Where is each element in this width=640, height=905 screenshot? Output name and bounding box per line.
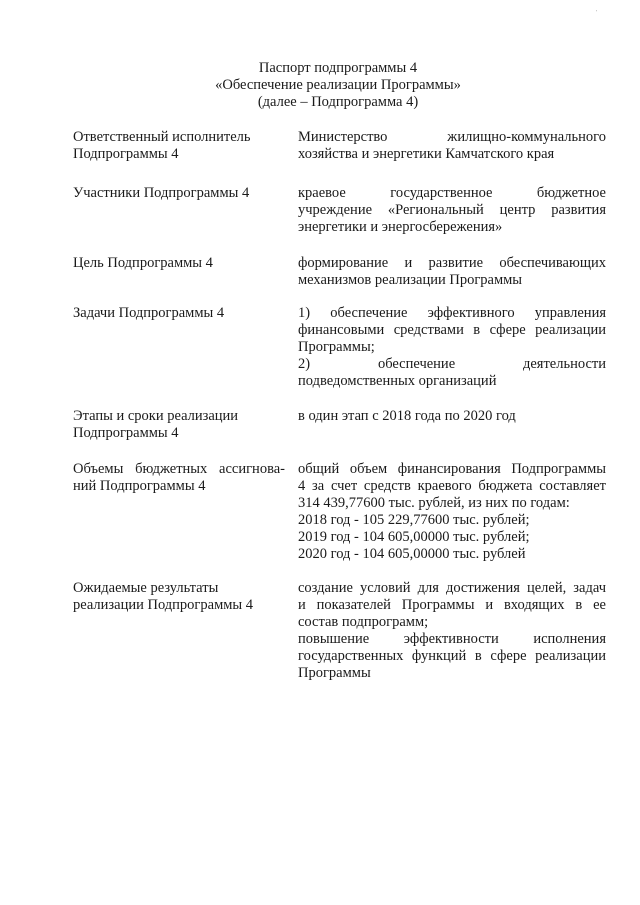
label-line: ний Подпрограммы 4 xyxy=(73,478,206,494)
label-line: Подпрограммы 4 xyxy=(73,146,179,162)
label-line: Задачи Подпрограммы 4 xyxy=(73,305,225,321)
row-value xyxy=(298,461,606,563)
label-line: Ответственный исполнитель xyxy=(73,129,251,145)
row-value xyxy=(298,408,606,425)
value-line: формирование и развитие обеспечивающих xyxy=(298,255,606,271)
title-line-1: Паспорт подпрограммы 4 xyxy=(258,60,418,76)
value-line: 4 за счет средств краевого бюджета составляет xyxy=(298,478,606,494)
value-line: 2020 год - 104 605,00000 тыс. рублей xyxy=(298,546,526,562)
title-line-3: (далее – Подпрограмма 4) xyxy=(257,94,419,110)
row-label xyxy=(73,408,285,442)
row-label xyxy=(73,461,285,495)
value-line: создание условий для достижения целей, задач xyxy=(298,580,606,596)
row-label xyxy=(73,305,285,322)
value-line: Программы xyxy=(298,665,371,681)
value-line: финансовыми средствами в сфере реализации xyxy=(298,322,606,338)
value-line: 314 439,77600 тыс. рублей, из них по годам: xyxy=(298,495,570,511)
value-line: Министерство жилищно-коммунального xyxy=(298,129,606,145)
row-label xyxy=(73,185,285,202)
row-value xyxy=(298,305,606,390)
corner-mark: ' xyxy=(596,10,598,16)
row-label xyxy=(73,255,285,272)
value-line: государственных функций в сфере реализации xyxy=(298,648,606,664)
value-line: повышение эффективности исполнения xyxy=(298,631,606,647)
value-line: 2) обеспечение деятельности xyxy=(298,356,606,372)
row-label xyxy=(73,129,285,163)
value-line: 1) обеспечение эффективного управления xyxy=(298,305,606,321)
row-value xyxy=(298,129,606,163)
label-line: Подпрограммы 4 xyxy=(73,425,179,441)
label-line: Этапы и сроки реализации xyxy=(73,408,239,424)
label-line: Участники Подпрограммы 4 xyxy=(73,185,250,201)
value-line: 2018 год - 105 229,77600 тыс. рублей; xyxy=(298,512,530,528)
value-line: учреждение «Региональный центр развития xyxy=(298,202,606,218)
value-line: 2019 год - 104 605,00000 тыс. рублей; xyxy=(298,529,530,545)
row-value xyxy=(298,185,606,236)
value-line: состав подпрограмм; xyxy=(298,614,429,630)
passport-title xyxy=(0,60,640,111)
label-line: Объемы бюджетных ассигнова- xyxy=(73,461,285,477)
value-line: энергетики и энергосбережения» xyxy=(298,219,503,235)
value-line: в один этап с 2018 года по 2020 год xyxy=(298,408,516,424)
row-label xyxy=(73,580,285,614)
label-line: реализации Подпрограммы 4 xyxy=(73,597,254,613)
value-line: и показателей Программы и входящих в ее xyxy=(298,597,606,613)
title-line-2: «Обеспечение реализации Программы» xyxy=(215,77,461,93)
value-line: механизмов реализации Программы xyxy=(298,272,523,288)
value-line: хозяйства и энергетики Камчатского края xyxy=(298,146,555,162)
row-value xyxy=(298,255,606,289)
value-line: подведомственных организаций xyxy=(298,373,497,389)
label-line: Ожидаемые результаты xyxy=(73,580,219,596)
row-value xyxy=(298,580,606,682)
value-line: общий объем финансирования Подпрограммы xyxy=(298,461,606,477)
label-line: Цель Подпрограммы 4 xyxy=(73,255,213,271)
value-line: Программы; xyxy=(298,339,375,355)
value-line: краевое государственное бюджетное xyxy=(298,185,606,201)
